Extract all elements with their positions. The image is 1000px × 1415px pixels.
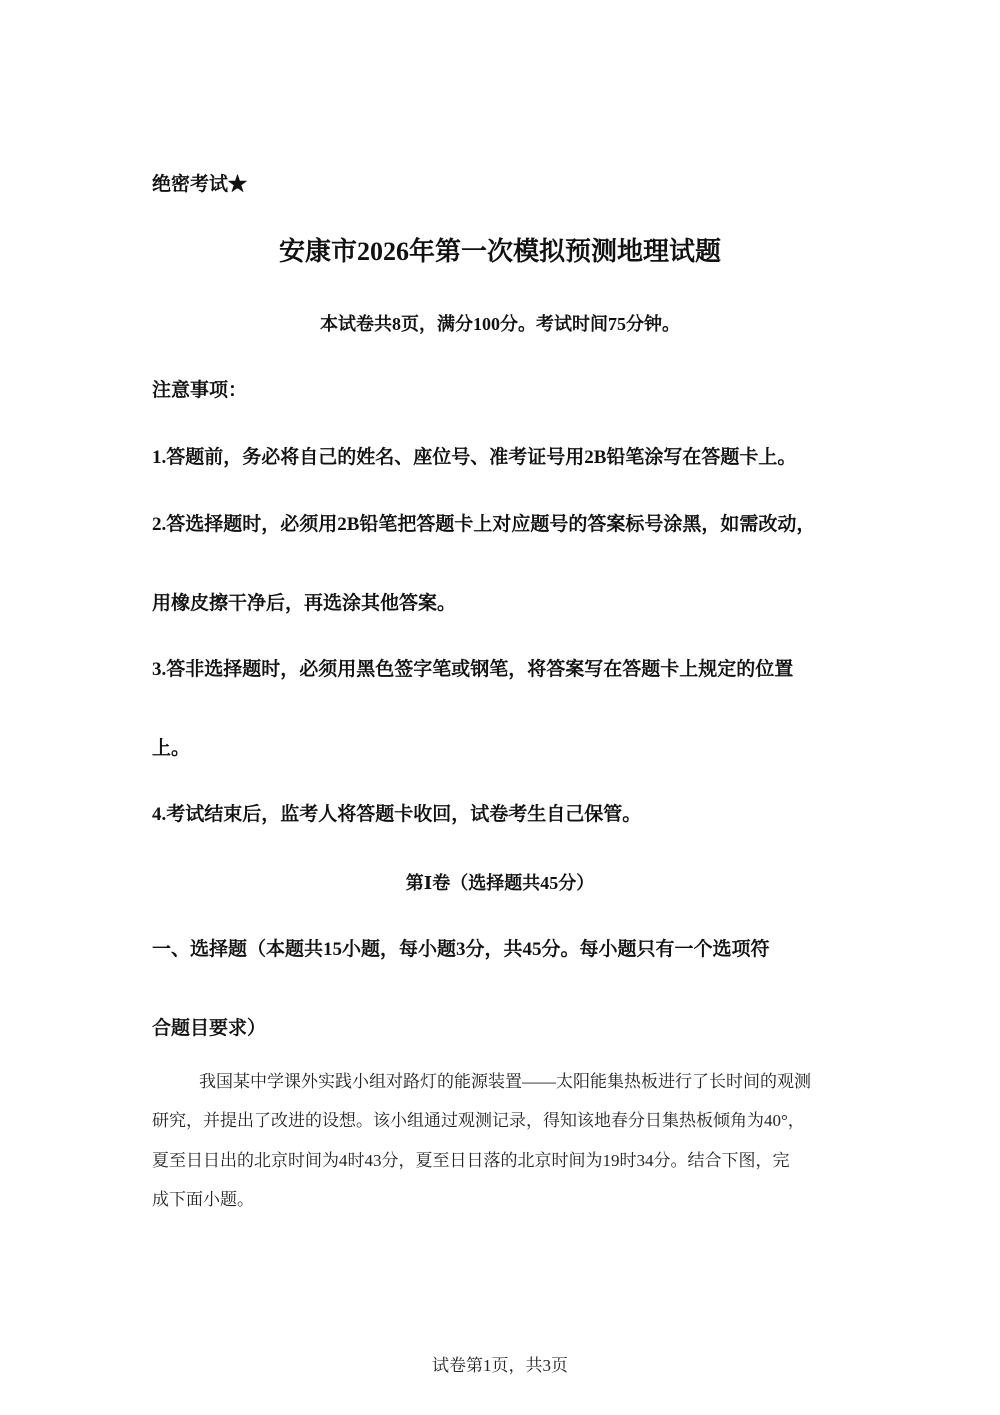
- notes-heading: 注意事项：: [152, 380, 248, 401]
- note-item-3-line-1: 3.答非选择题时，必须用黑色签字笔或钢笔，将答案写在答题卡上规定的位置: [152, 659, 794, 680]
- note-item-4: 4.考试结束后，监考人将答题卡收回，试卷考生自己保管。: [152, 804, 642, 825]
- note-item-2-line-1: 2.答选择题时，必须用2B铅笔把答题卡上对应题号的答案标号涂黑，如需改动，: [152, 514, 816, 535]
- part-heading-line-1: 一、选择题（本题共15小题，每小题3分，共45分。每小题只有一个选项符: [152, 939, 770, 960]
- note-item-1: 1.答题前，务必将自己的姓名、座位号、准考证号用2B铅笔涂写在答题卡上。: [152, 447, 797, 468]
- part-heading-line-2: 合题目要求）: [152, 1018, 267, 1039]
- note-item-2-line-2: 用橡皮擦干净后，再选涂其他答案。: [152, 593, 457, 614]
- note-item-3-line-2: 上。: [152, 738, 191, 759]
- passage-line-4: 成下面小题。: [152, 1190, 254, 1209]
- exam-subtitle: 本试卷共8页，满分100分。考试时间75分钟。: [320, 314, 680, 334]
- passage-line-3: 夏至日日出的北京时间为4时43分，夏至日日落的北京时间为19时34分。结合下图，完: [152, 1151, 790, 1170]
- exam-title: 安康市2026年第一次模拟预测地理试题: [278, 237, 721, 266]
- page-footer: 试卷第1页，共3页: [432, 1356, 568, 1375]
- volume-title: 第Ⅰ卷（选择题共45分）: [405, 873, 595, 893]
- passage-line-2: 研究，并提出了改进的设想。该小组通过观测记录，得知该地春分日集热板倾角为40°，: [152, 1111, 805, 1130]
- secret-label: 绝密考试★: [152, 174, 248, 195]
- passage-line-1: 我国某中学课外实践小组对路灯的能源装置——太阳能集热板进行了长时间的观测: [199, 1072, 811, 1091]
